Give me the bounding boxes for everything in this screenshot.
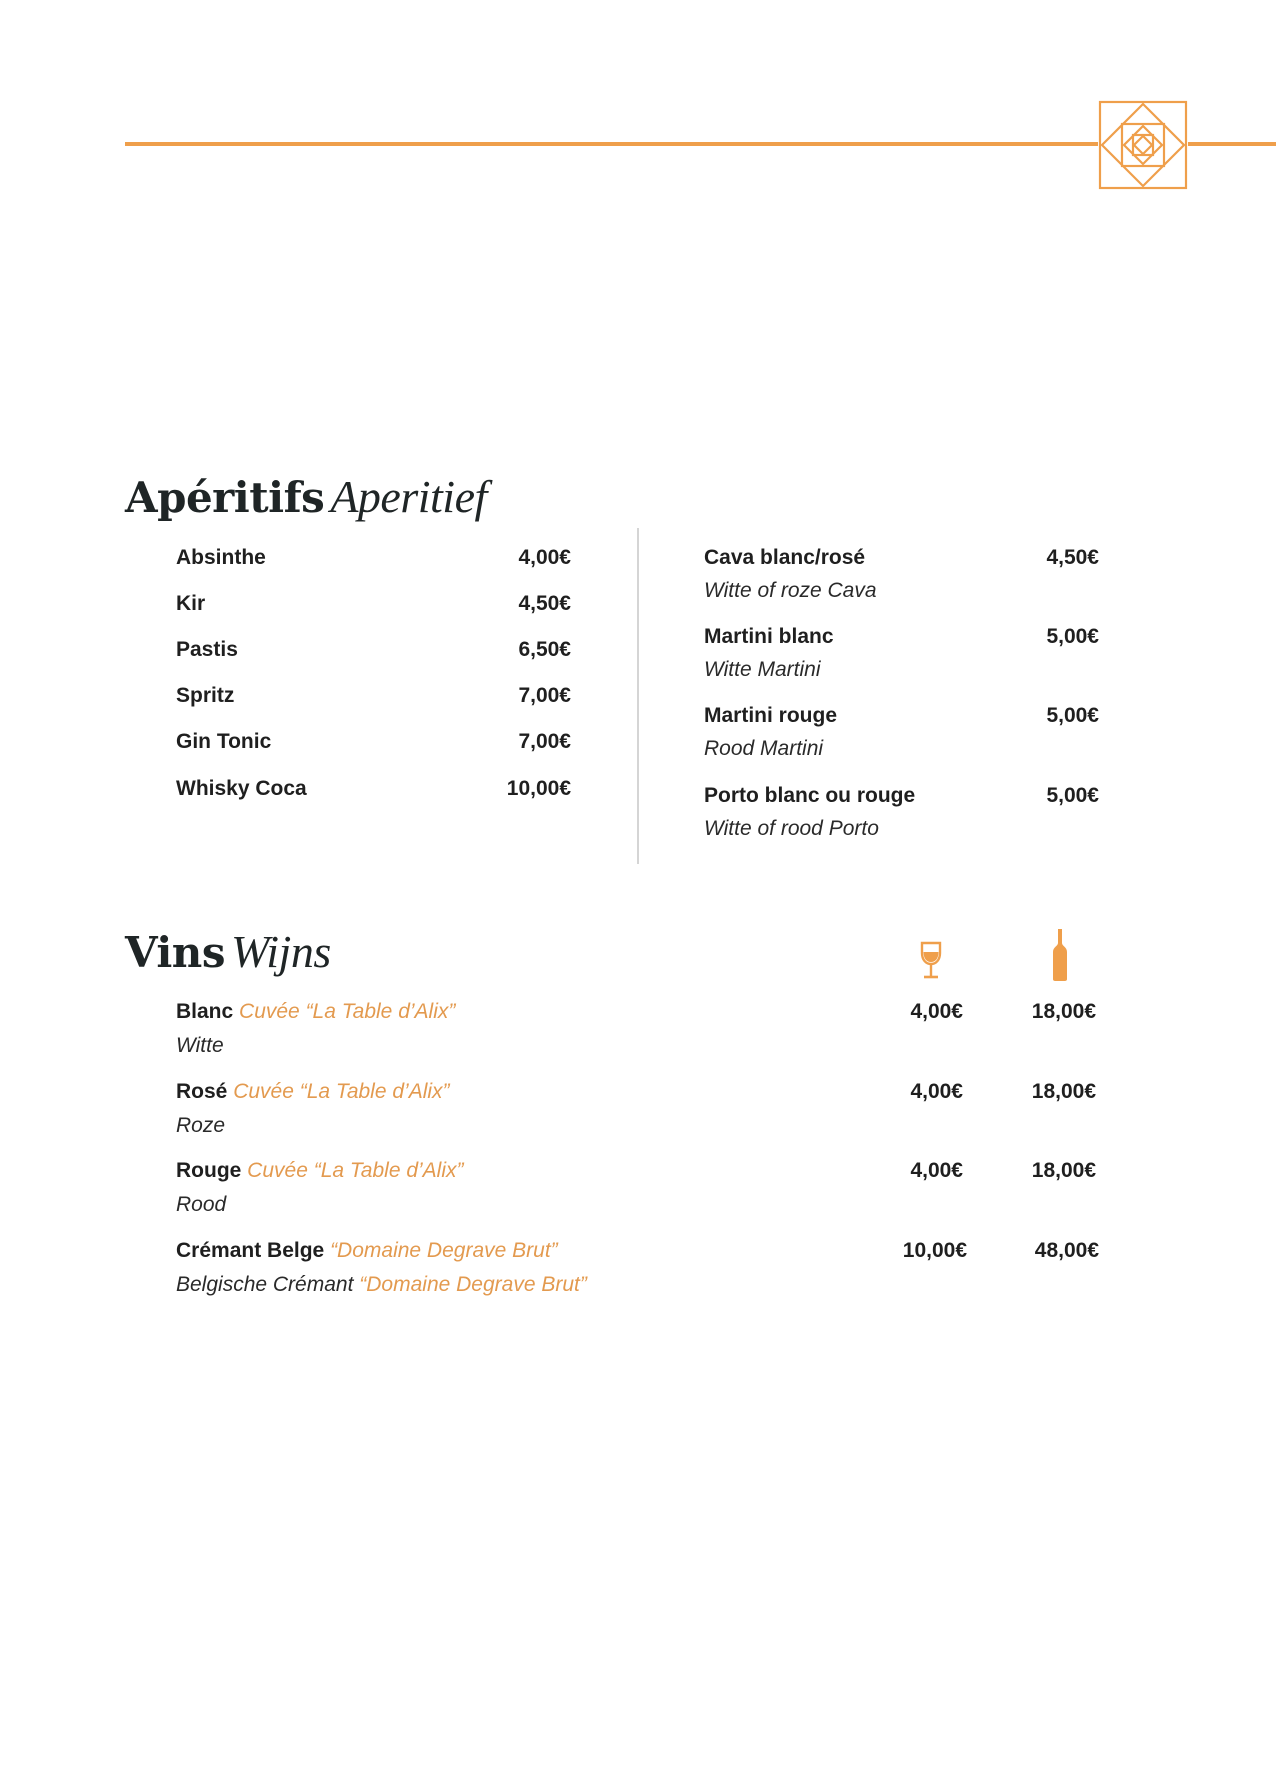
- wine-translation: Rood: [176, 1193, 227, 1216]
- wine-bottle-price: 18,00€: [1031, 1159, 1096, 1182]
- aperitifs-title-translation: Aperitief: [330, 471, 487, 522]
- wines-title-main: Vins: [125, 928, 225, 977]
- menu-item-price: 7,00€: [518, 730, 571, 753]
- menu-item-price: 4,50€: [518, 592, 571, 615]
- wine-item-translation: [176, 1273, 587, 1297]
- wine-glass-price: 4,00€: [910, 1080, 963, 1103]
- wine-glass-price: 4,00€: [910, 1000, 963, 1023]
- wine-item-name: [176, 1080, 450, 1104]
- wine-name: Blanc: [176, 1000, 234, 1023]
- menu-item-name: Martini blanc: [704, 625, 834, 648]
- wines-title-translation: Wijns: [231, 926, 331, 977]
- menu-item-name: Kir: [176, 592, 206, 615]
- aperitifs-title-main: Apéritifs: [125, 473, 325, 522]
- menu-item-price: 4,50€: [1046, 546, 1099, 569]
- wine-bottle-price: 18,00€: [1031, 1000, 1096, 1023]
- aperitifs-title: [125, 470, 487, 523]
- menu-item-translation: Witte Martini: [704, 658, 821, 681]
- wine-item-translation: [176, 1034, 224, 1058]
- menu-item-price: 10,00€: [506, 777, 571, 800]
- wine-translation: Belgische Crémant: [176, 1273, 354, 1296]
- wine-cuvee: “Domaine Degrave Brut”: [330, 1239, 558, 1262]
- wine-name: Rosé: [176, 1080, 228, 1103]
- wine-bottle-icon: [1050, 928, 1070, 987]
- wine-cuvee: Cuvée “La Table d’Alix”: [247, 1159, 464, 1182]
- wine-bottle-price: 18,00€: [1031, 1080, 1096, 1103]
- wine-translation: Roze: [176, 1114, 226, 1137]
- menu-item-name: Absinthe: [176, 546, 266, 569]
- menu-item-price: 5,00€: [1046, 704, 1099, 727]
- menu-item-price: 5,00€: [1046, 784, 1099, 807]
- wine-name: Rouge: [176, 1159, 242, 1182]
- menu-item-translation: Witte of roze Cava: [704, 579, 877, 602]
- geometric-rose-logo-icon: [1098, 100, 1188, 190]
- menu-item-price: 4,00€: [518, 546, 571, 569]
- wine-translation-cuvee: “Domaine Degrave Brut”: [359, 1273, 587, 1296]
- wine-item-translation: [176, 1193, 226, 1217]
- menu-item-name: Pastis: [176, 638, 238, 661]
- menu-item-name: Porto blanc ou rouge: [704, 784, 916, 807]
- wine-cuvee: Cuvée “La Table d’Alix”: [239, 1000, 456, 1023]
- menu-item-name: Martini rouge: [704, 704, 838, 727]
- wine-cuvee: Cuvée “La Table d’Alix”: [233, 1080, 450, 1103]
- menu-item-name: Gin Tonic: [176, 730, 272, 753]
- menu-item-price: 7,00€: [518, 684, 571, 707]
- menu-item-name: Spritz: [176, 684, 235, 707]
- wine-item-translation: [176, 1114, 225, 1138]
- menu-item-translation: Witte of rood Porto: [704, 817, 879, 840]
- menu-item-name: Whisky Coca: [176, 777, 307, 800]
- wine-glass-price: 4,00€: [910, 1159, 963, 1182]
- wine-item-name: [176, 1239, 558, 1263]
- wine-item-name: [176, 1000, 455, 1024]
- wine-bottle-price: 48,00€: [1034, 1239, 1099, 1262]
- column-divider: [637, 528, 639, 864]
- wine-name: Crémant Belge: [176, 1239, 325, 1262]
- wine-glass-price: 10,00€: [902, 1239, 967, 1262]
- wine-glass-icon: [919, 941, 943, 986]
- menu-item-translation: Rood Martini: [704, 737, 824, 760]
- menu-item-price: 5,00€: [1046, 625, 1099, 648]
- wines-title: [125, 925, 331, 978]
- wine-item-name: [176, 1159, 464, 1183]
- menu-item-name: Cava blanc/rosé: [704, 546, 866, 569]
- menu-item-price: 6,50€: [518, 638, 571, 661]
- wine-translation: Witte: [176, 1034, 224, 1057]
